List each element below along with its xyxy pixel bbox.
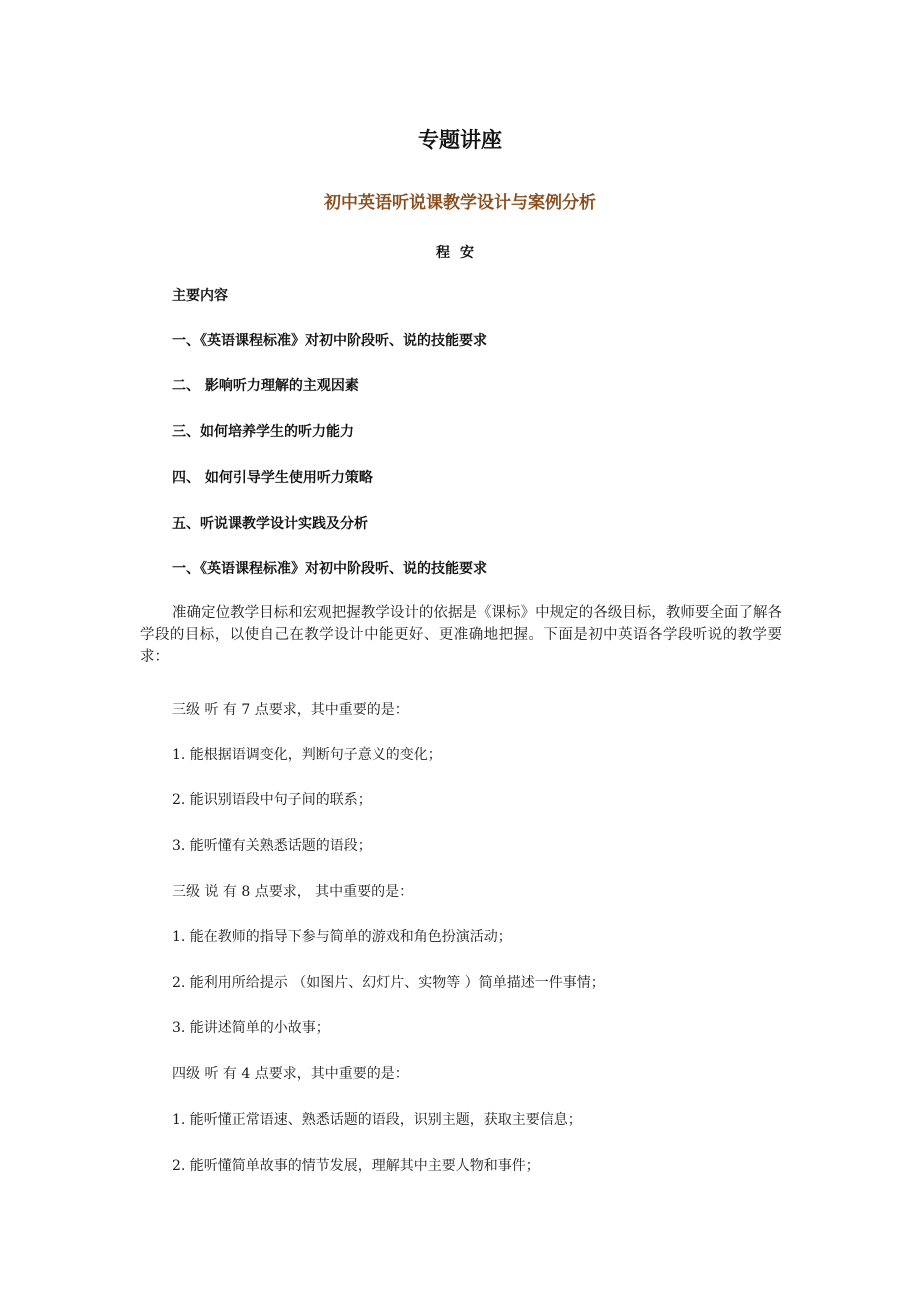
document-title: 专题讲座 [418,128,502,152]
author-name: 程安 [436,245,484,261]
group-1-item-1: 1. 能根据语调变化，判断句子意义的变化； [172,747,442,763]
group-2-label: 三级 说 有 8 点要求， 其中重要的是： [172,884,414,900]
group-1-item-3: 3. 能听懂有关熟悉话题的语段； [172,838,372,854]
toc-item-1: 一、《英语课程标准》对初中阶段听、说的技能要求 [172,333,487,349]
group-1-item-2: 2. 能识别语段中句子间的联系； [172,792,372,808]
document-subtitle: 初中英语听说课教学设计与案例分析 [324,193,596,213]
toc-item-5: 五、听说课教学设计实践及分析 [172,516,368,532]
group-2-item-1: 1. 能在教师的指导下参与简单的游戏和角色扮演活动； [172,929,512,945]
group-2-item-2: 2. 能利用所给提示 （如图片、幻灯片、实物等 ）简单描述一件事情； [172,975,605,991]
intro-paragraph: 准确定位教学目标和宏观把握教学设计的依据是《课标》中规定的各级目标，教师要全面了解各学段的目标，以使自己在教学设计中能更好、更准确地把握。下面是初中英语各学段听说的教学要求： [140,605,782,665]
toc-item-3: 三、如何培养学生的听力能力 [172,424,354,440]
group-1-label: 三级 听 有 7 点要求，其中重要的是： [172,702,409,718]
section-1-heading: 一、《英语课程标准》对初中阶段听、说的技能要求 [172,561,487,577]
group-3-label: 四级 听 有 4 点要求，其中重要的是： [172,1066,409,1082]
group-3-item-1: 1. 能听懂正常语速、熟悉话题的语段，识别主题，获取主要信息； [172,1112,582,1128]
toc-item-2: 二、 影响听力理解的主观因素 [172,378,359,394]
toc-item-4: 四、 如何引导学生使用听力策略 [172,470,373,486]
contents-label: 主要内容 [172,288,228,304]
group-2-item-3: 3. 能讲述简单的小故事； [172,1020,330,1036]
group-3-item-2: 2. 能听懂简单故事的情节发展，理解其中主要人物和事件； [172,1158,540,1174]
